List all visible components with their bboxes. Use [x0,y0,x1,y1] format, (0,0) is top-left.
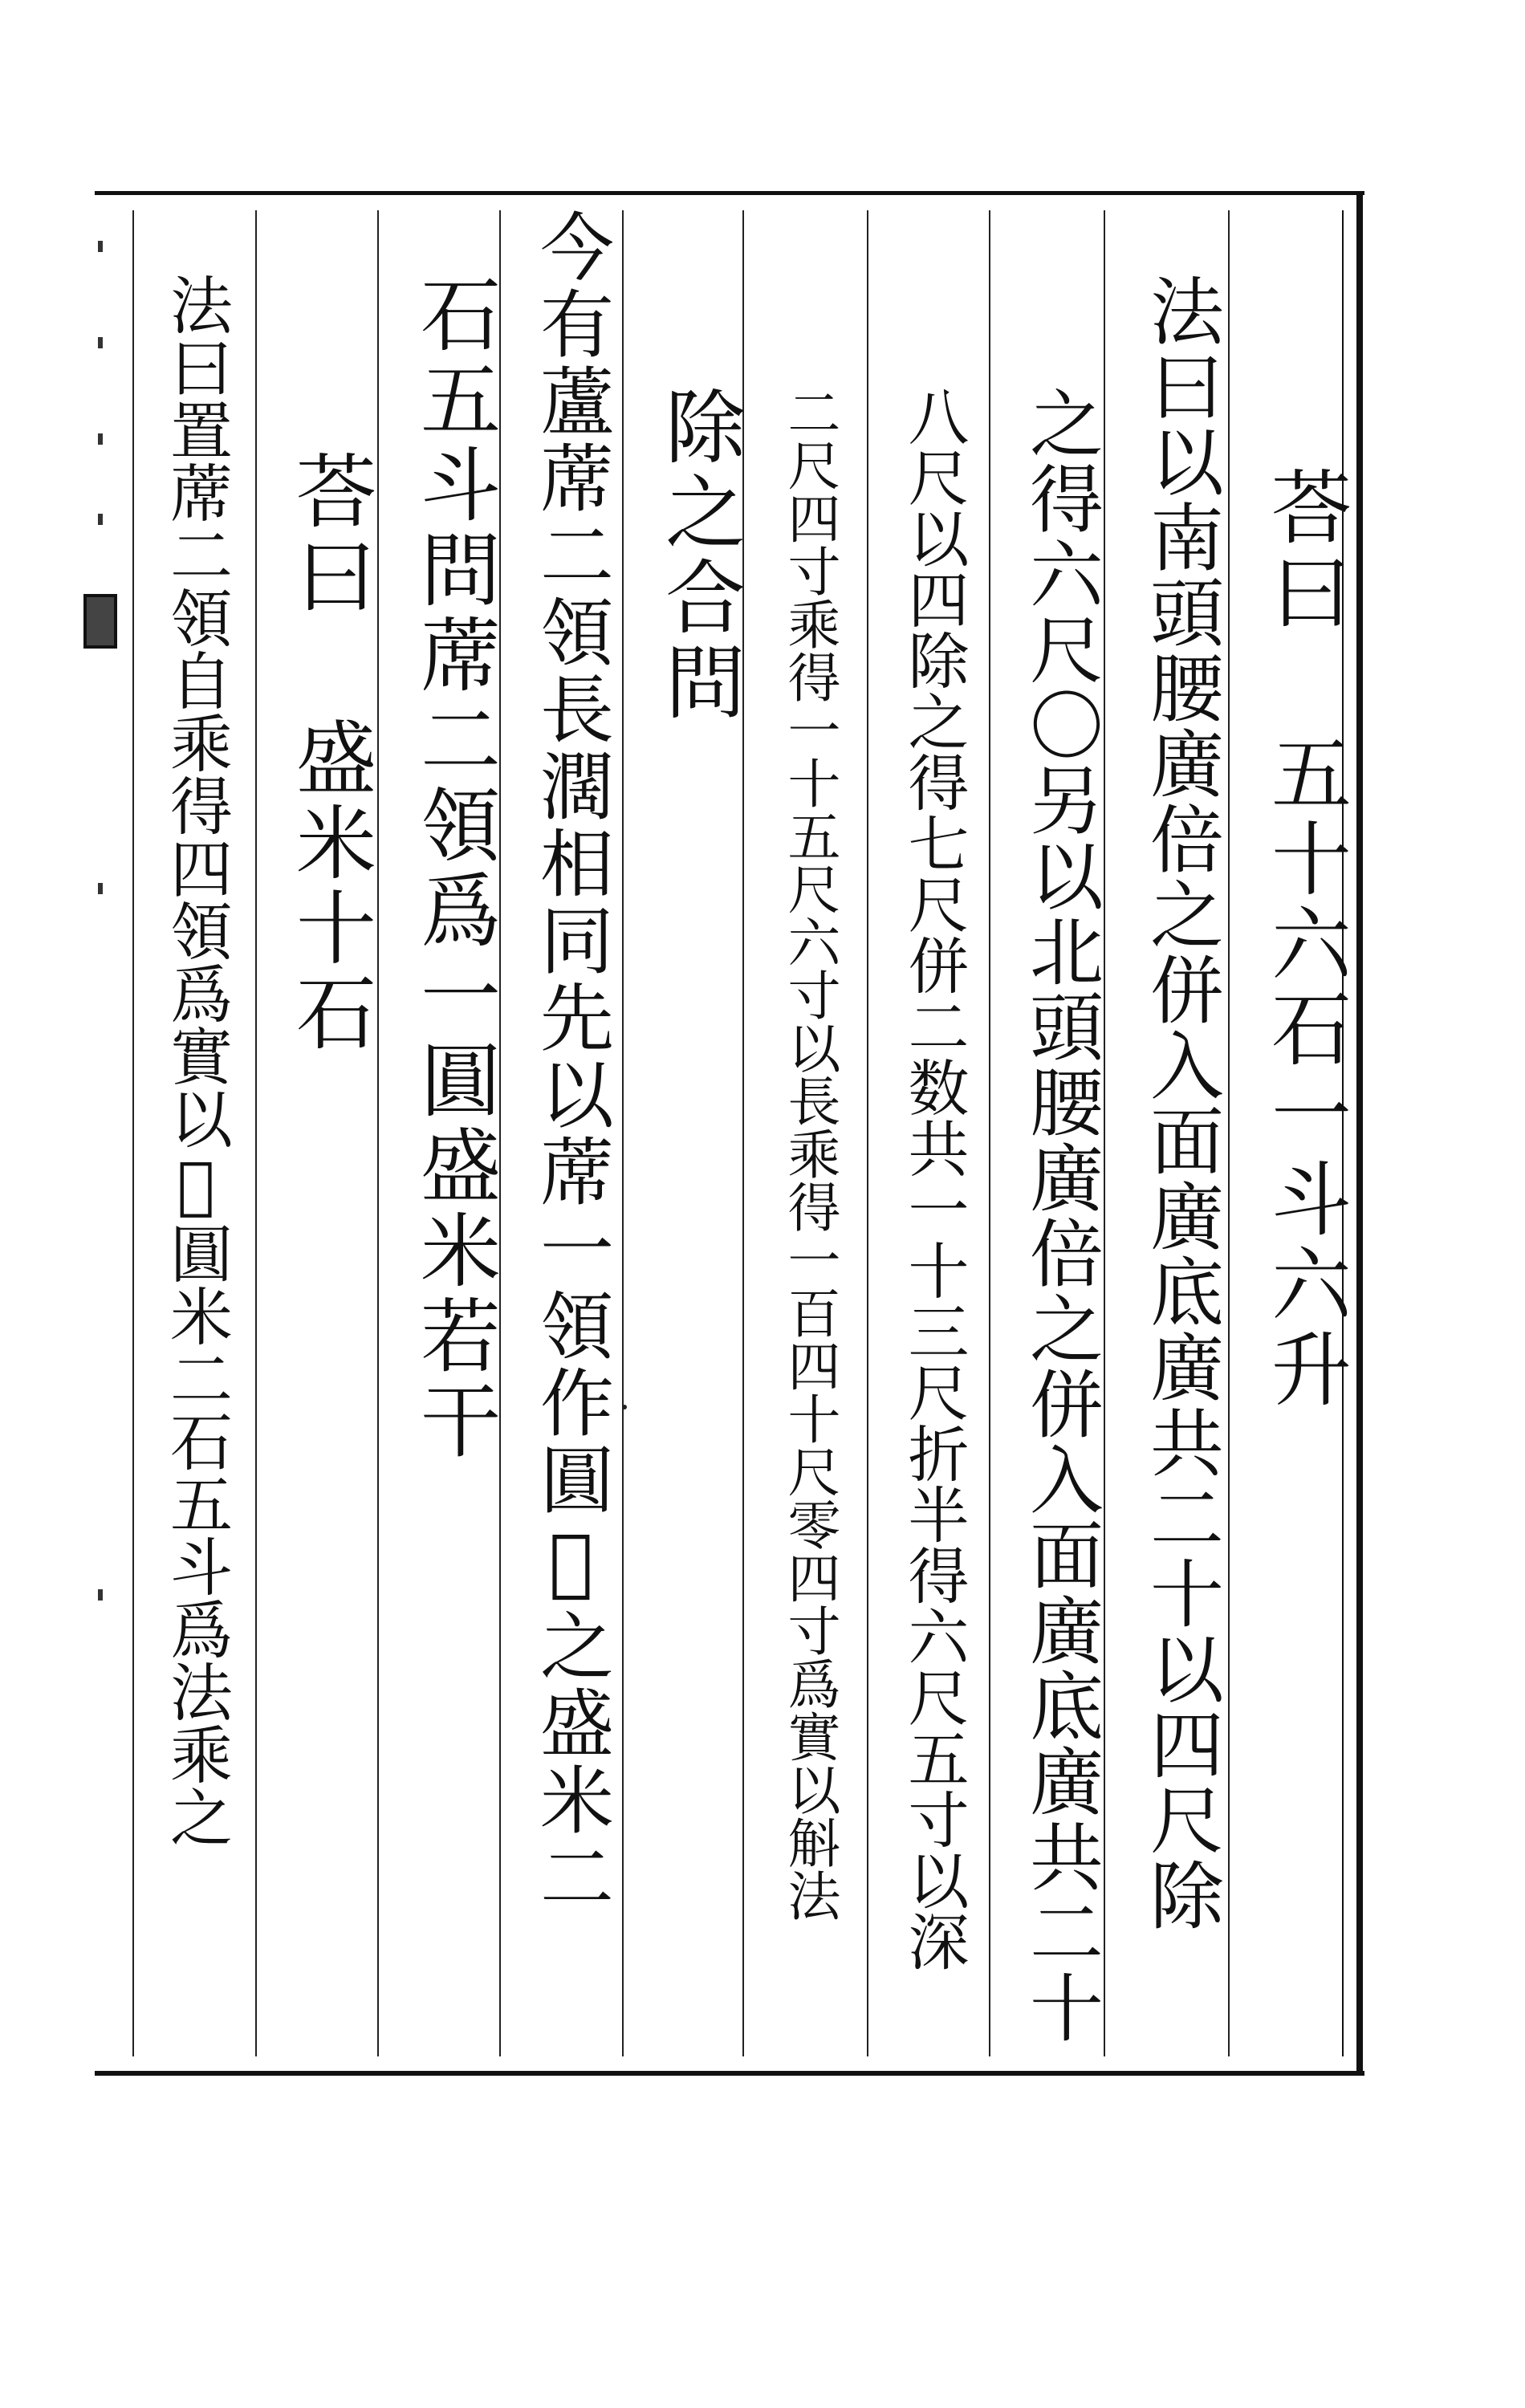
margin-dash [98,514,103,525]
ink-dot [622,1405,627,1409]
answer-label: 荅曰 [283,449,376,620]
column-divider [622,210,624,2056]
text-column-8 [407,273,501,1464]
frame-bottom-rule [95,2071,1364,2076]
column-divider [867,210,868,2056]
margin-dash [98,883,103,894]
text-column-1 [1258,466,1352,1413]
column-text: 石五斗問蓆二領爲一圓盛米若干 [407,273,501,1464]
column-divider [132,210,134,2056]
column-divider [255,210,257,2056]
answer-value: 盛米十石 [283,716,376,1056]
answer-value: 五十六石一斗六升 [1258,732,1352,1413]
text-column-4 [898,385,970,1971]
margin-dash [98,337,103,348]
column-text: 之得六尺〇另以北頭腰廣倍之併入面廣底廣共二十 [1018,385,1104,2045]
column-text: 今有蘆蓆二領長濶相同先以蓆一領作圓𥳽之盛米二 [528,209,614,1916]
text-column-9 [283,449,376,1056]
column-text: 除之合問 [652,385,746,726]
column-divider [377,210,379,2056]
text-column-5 [779,385,840,1922]
frame-top-rule [95,191,1364,195]
column-text: 二尺四寸乘得一十五尺六寸以長乘得一百四十尺零四寸爲實以斛法 [779,385,840,1922]
text-column-2 [1138,273,1224,1933]
margin-dash [98,1589,103,1601]
column-divider [1104,210,1105,2056]
margin-dash [98,433,103,445]
text-column-10 [160,273,232,1848]
answer-label: 荅曰 [1258,466,1352,636]
column-text: 八尺以四除之得七尺併二数共一十三尺折半得六尺五寸以深 [898,385,970,1971]
column-divider [1228,210,1230,2056]
frame-right-rule [1356,191,1363,2076]
margin-glyph-block [83,594,117,649]
column-divider [989,210,990,2056]
margin-dash [98,241,103,252]
column-text: 法曰置蓆二領自乘得四領爲實以𥳽圓米二石五斗爲法乘之 [160,273,232,1848]
column-text: 法曰以南頭腰廣倍之併入面廣底廣共二十以四尺除 [1138,273,1224,1933]
text-column-6 [652,385,746,726]
text-column-7 [528,209,614,1916]
text-column-3 [1018,385,1104,2045]
